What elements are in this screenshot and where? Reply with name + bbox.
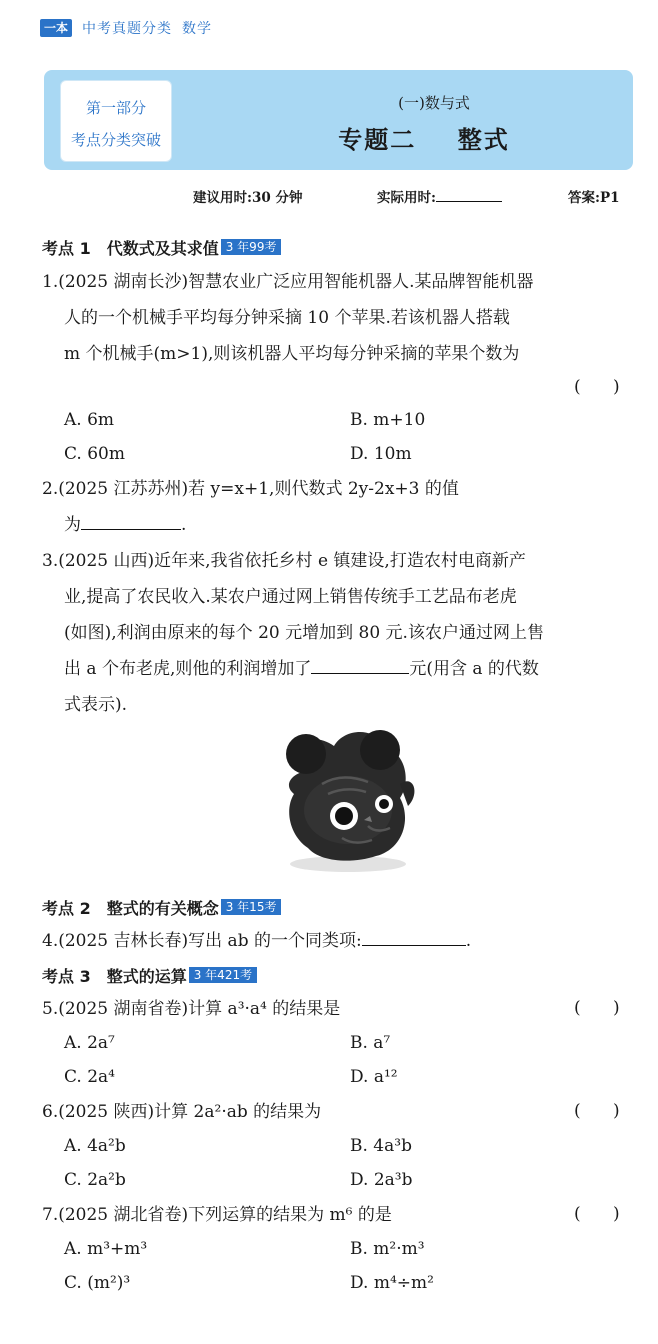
- q3-tail: 元(用含 a 的代数: [409, 659, 539, 679]
- kaodian-title: 代数式及其求值: [106, 238, 219, 258]
- q5-option-a: A. 2a⁷: [64, 1033, 115, 1053]
- q6-option-a: A. 4a²b: [64, 1136, 126, 1156]
- q3-line2: 业,提高了农民收入.某农户通过网上销售传统手工艺品布老虎: [64, 587, 517, 607]
- cloth-tiger-figure: [272, 724, 420, 874]
- q7-option-d: D. m⁴÷m²: [350, 1273, 434, 1293]
- answer-ref: 答案:P1: [568, 190, 620, 206]
- kaodian-number: 考点 2: [42, 898, 91, 918]
- kaodian-badge: 3 年15考: [221, 899, 282, 915]
- q5-option-c: C. 2a⁴: [64, 1067, 115, 1087]
- q4-blank: [362, 931, 466, 946]
- q5-answer-paren: ( ): [574, 998, 620, 1018]
- suggested-time: 建议用时:30 分钟: [193, 190, 303, 206]
- part-box: [60, 80, 172, 162]
- q2-blank: [81, 515, 181, 530]
- subject-name: 数学: [182, 21, 213, 37]
- kaodian-number: 考点 3: [42, 966, 91, 986]
- kaodian-3: [42, 964, 257, 986]
- q6-stem: 6.(2025 陕西)计算 2a²·ab 的结果为: [42, 1102, 322, 1122]
- q3-line4: [64, 658, 539, 680]
- brand-header: [40, 18, 212, 38]
- kaodian-title: 整式的有关概念: [106, 898, 219, 918]
- q1-option-d: D. 10m: [350, 444, 412, 464]
- q3-blank: [311, 659, 409, 674]
- q3-lead: 出 a 个布老虎,则他的利润增加了: [64, 659, 312, 679]
- q4-lead: 4.(2025 吉林长春)写出 ab 的一个同类项:: [42, 931, 362, 951]
- q1-line3: m 个机械手(m>1),则该机器人平均每分钟采摘的苹果个数为: [64, 344, 520, 364]
- q5-stem: 5.(2025 湖南省卷)计算 a³·a⁴ 的结果是: [42, 999, 341, 1019]
- brand-logo: 一本: [40, 19, 72, 37]
- kaodian-badge: 3 年99考: [221, 239, 282, 255]
- q3-line5: 式表示).: [64, 695, 128, 715]
- q4-line1: [42, 930, 471, 952]
- q1-option-a: A. 6m: [64, 410, 115, 430]
- q3-line1: 3.(2025 山西)近年来,我省依托乡村 e 镇建设,打造农村电商新产: [42, 551, 526, 571]
- q1-line1: 1.(2025 湖南长沙)智慧农业广泛应用智能机器人.某品牌智能机器: [42, 272, 534, 292]
- q6-option-d: D. 2a³b: [350, 1170, 413, 1190]
- q7-option-b: B. m²·m³: [350, 1239, 425, 1259]
- q7-answer-paren: ( ): [574, 1204, 620, 1224]
- q5-option-d: D. a¹²: [350, 1067, 398, 1087]
- kaodian-number: 考点 1: [42, 238, 91, 258]
- q2-end: .: [181, 515, 187, 535]
- q5-option-b: B. a⁷: [350, 1033, 391, 1053]
- q1-option-b: B. m+10: [350, 410, 426, 430]
- kaodian-2: [42, 896, 281, 918]
- chapter-banner: [44, 70, 633, 170]
- series-name: 中考真题分类: [82, 21, 173, 37]
- kaodian-badge: 3 年421考: [189, 967, 257, 983]
- kaodian-1: [42, 236, 281, 258]
- chapter-title: 专题二 整式: [338, 126, 510, 154]
- q7-option-c: C. (m²)³: [64, 1273, 131, 1293]
- q1-option-c: C. 60m: [64, 444, 125, 464]
- q7-stem: 7.(2025 湖北省卷)下列运算的结果为 m⁶ 的是: [42, 1205, 392, 1225]
- q1-answer-paren: ( ): [574, 377, 620, 397]
- q4-end: .: [465, 931, 472, 951]
- q6-option-b: B. 4a³b: [350, 1136, 412, 1156]
- part-label: 第一部分: [85, 99, 146, 117]
- actual-time-label: 实际用时:: [377, 190, 436, 206]
- q6-option-c: C. 2a²b: [64, 1170, 126, 1190]
- q2-line2: [64, 514, 186, 536]
- q2-lead: 为: [64, 515, 81, 535]
- q3-line3: (如图),利润由原来的每个 20 元增加到 80 元.该农户通过网上售: [64, 623, 544, 643]
- q6-answer-paren: ( ): [574, 1101, 620, 1121]
- section-label: (一)数与式: [398, 94, 470, 112]
- kaodian-title: 整式的运算: [106, 966, 187, 986]
- q2-line1: 2.(2025 江苏苏州)若 y=x+1,则代数式 2y-2x+3 的值: [42, 479, 459, 499]
- q7-option-a: A. m³+m³: [64, 1239, 148, 1259]
- actual-time-blank: [436, 187, 502, 202]
- part-subtitle: 考点分类突破: [70, 131, 161, 149]
- actual-time: [377, 186, 502, 206]
- q1-line2: 人的一个机械手平均每分钟采摘 10 个苹果.若该机器人搭载: [64, 308, 510, 328]
